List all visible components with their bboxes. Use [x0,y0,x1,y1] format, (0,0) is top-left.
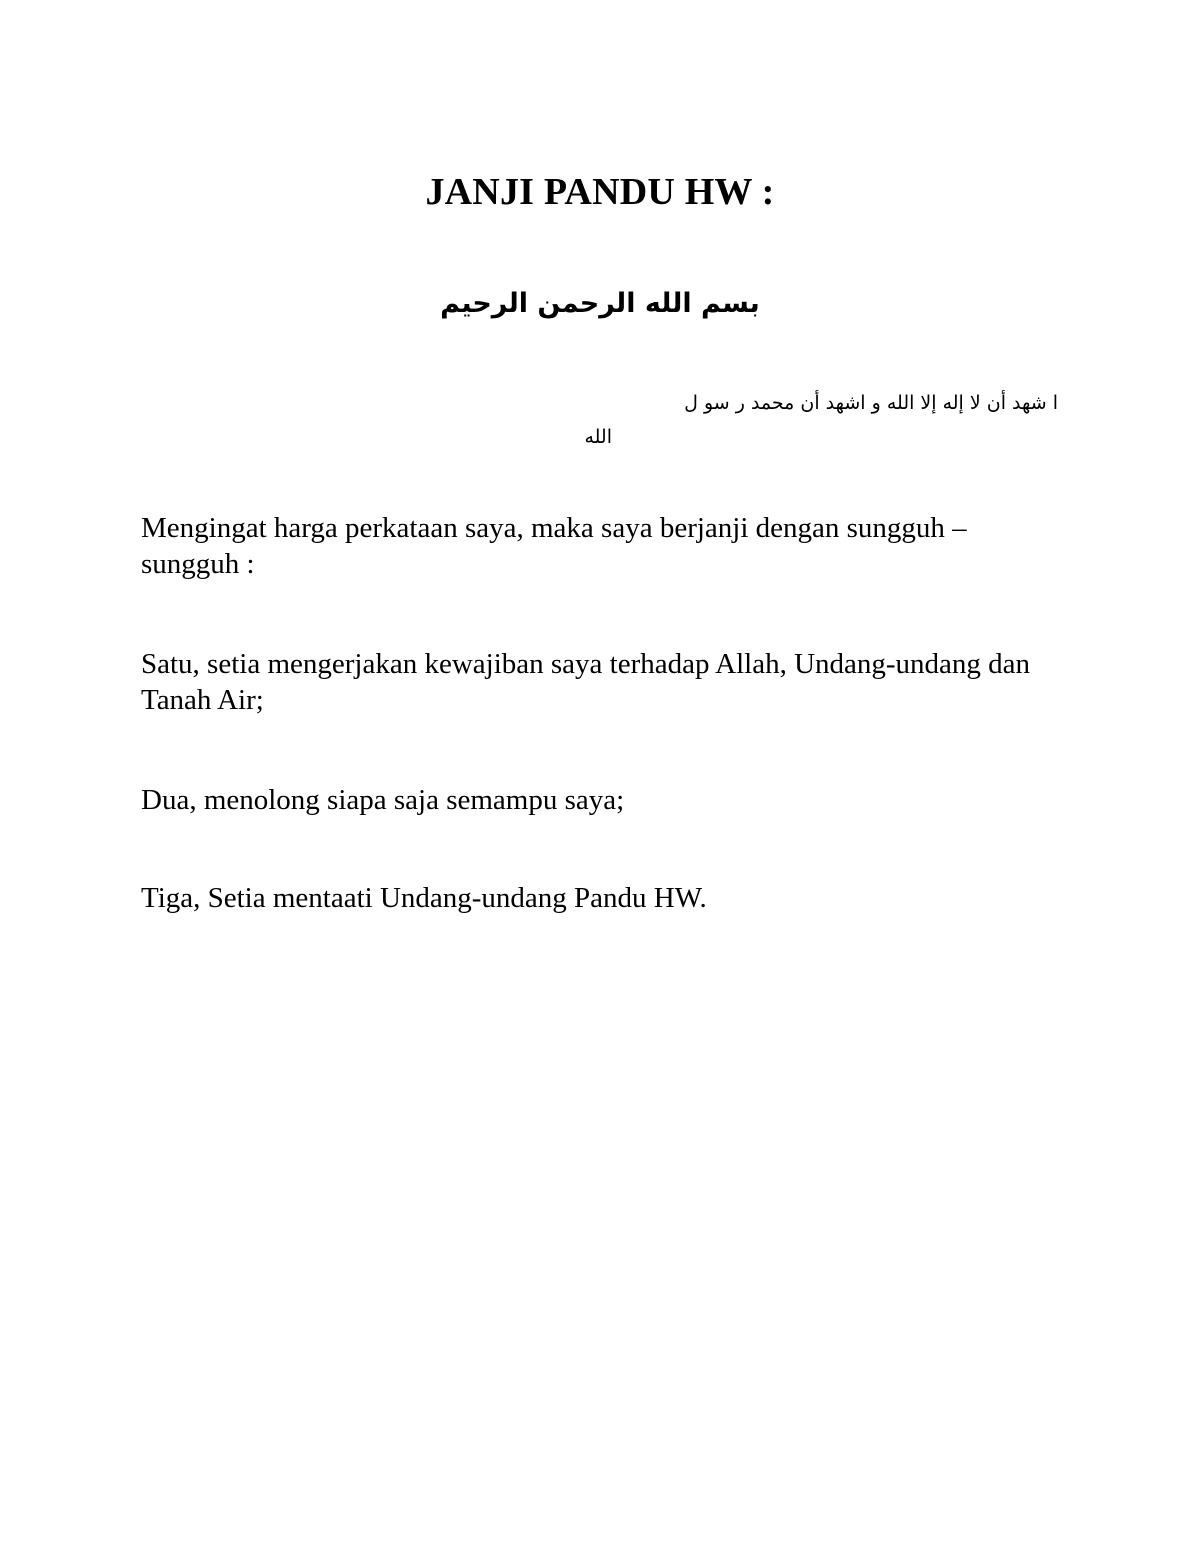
shahada-text [580,386,1058,454]
paragraph-promise-one: Satu, setia mengerjakan kewajiban saya terhadap Allah, Undang-undang dan Tanah Air; [141,648,1031,716]
paragraph-promise-two: Dua, menolong siapa saja semampu saya; [141,784,625,816]
shahada-line-1: ا شهد أن لا إله إلا الله و اشهد أن محمد ر سو ل [684,392,1058,414]
document-title: JANJI PANDU HW : [425,171,775,213]
paragraph-intro: Mengingat harga perkataan saya, maka saya berjanji dengan sungguh – sungguh : [141,512,967,580]
paragraph-promise-three: Tiga, Setia mentaati Undang-undang Pandu HW. [141,882,707,914]
shahada-line-2: الله [584,426,612,448]
basmala-heading: بسم الله الرحمن الرحيم [440,288,760,319]
